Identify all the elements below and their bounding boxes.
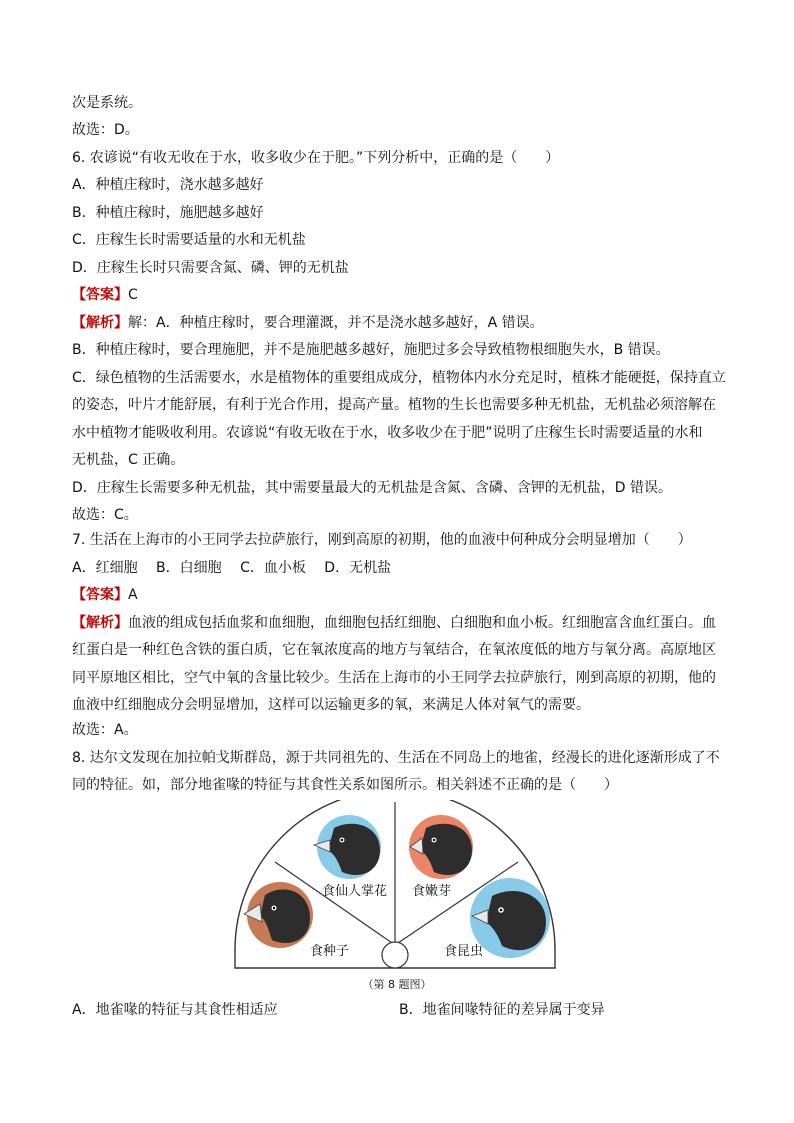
analysis-line xyxy=(72,613,732,633)
option-b: B．地雀间喙特征的差异属于变异 xyxy=(399,1002,605,1018)
text-line: 次是系统。 xyxy=(72,95,142,111)
answer-tag: 【答案】 xyxy=(72,287,128,303)
answer-value: C xyxy=(128,287,138,303)
answer-line xyxy=(72,585,732,605)
analysis-tag: 【解析】 xyxy=(72,615,128,631)
option-a: A．地雀喙的特征与其食性相适应 xyxy=(72,1002,278,1018)
label-bud: 食嫩芽 xyxy=(412,884,452,899)
analysis-text: 解：A．种植庄稼时，要合理灌溉，并不是浇水越多越好，A 错误。 xyxy=(128,315,544,331)
analysis-text: 血液的组成包括血浆和血细胞，血细胞包括红细胞、白细胞和血小板。红细胞富含血红蛋白。血 xyxy=(128,615,716,631)
text-line: 故选：A。 xyxy=(72,722,138,738)
text-line: 故选：C。 xyxy=(72,507,138,523)
text-line: 故选：D。 xyxy=(72,122,139,138)
question-7: 7. 生活在上海市的小王同学去拉萨旅行，刚到高原的初期，他的血液中何种成分会明显增加（ ） xyxy=(72,532,692,548)
text-line: C．绿色植物的生活需要水，水是植物体的重要组成成分，植物体内水分充足时，植株才能硬挺，保持直立 xyxy=(72,370,726,386)
text-line: 水中植物才能吸收利用。农谚说“有收无收在于水，收多收少在于肥”说明了庄稼生长时需要适量的水和 xyxy=(72,425,703,441)
answer-tag: 【答案】 xyxy=(72,587,128,603)
question-7-options: A．红细胞 B．白细胞 C．血小板 D．无机盐 xyxy=(72,560,392,576)
text-line: 同的特征。如，部分地雀喙的特征与其食性关系如图所示。相关斜述不正确的是（ ） xyxy=(72,777,618,793)
center-circle xyxy=(382,942,408,968)
label-cactus: 食仙人掌花 xyxy=(322,884,388,899)
analysis-tag: 【解析】 xyxy=(72,315,128,331)
option-d: D．庄稼生长时只需要含氮、磷、钾的无机盐 xyxy=(72,260,349,276)
text-line: 无机盐，C 正确。 xyxy=(72,452,185,468)
text-line: 同平原地区相比，空气中氧的含量比较少。生活在上海市的小王同学去拉萨旅行，刚到高原的初期，他的 xyxy=(72,670,716,686)
figure-caption: （第 8 题图） xyxy=(362,978,432,991)
label-insect: 食昆虫 xyxy=(444,944,484,959)
question-6: 6. 农谚说“有收无收在于水，收多收少在于肥。”下列分析中，正确的是（ ） xyxy=(72,150,560,166)
finch-beak-figure xyxy=(230,800,560,975)
answer-line xyxy=(72,285,732,305)
text-line: D．庄稼生长需要多种无机盐，其中需要量最大的无机盐是含氮、含磷、含钾的无机盐，D 错误。 xyxy=(72,480,673,496)
bud-finch-icon xyxy=(409,815,473,879)
text-line: 血液中红细胞成分会明显增加，这样可以运输更多的氧，来满足人体对氧气的需要。 xyxy=(72,697,590,713)
analysis-line xyxy=(72,313,732,333)
text-line: 红蛋白是一种红色含铁的蛋白质，它在氧浓度高的地方与氧结合，在氧浓度低的地方与氧分离。高原地区 xyxy=(72,642,716,658)
answer-value: A xyxy=(128,587,138,603)
text-line: 的姿态，叶片才能舒展，有利于光合作用，提高产量。植物的生长也需要多种无机盐，无机盐必须溶解在 xyxy=(72,397,716,413)
question-8: 8. 达尔文发现在加拉帕戈斯群岛，源于共同祖先的、生活在不同岛上的地雀，经漫长的进化逐渐形成了不 xyxy=(72,750,720,766)
option-b: B．种植庄稼时，施肥越多越好 xyxy=(72,205,264,221)
text-line: B．种植庄稼时，要合理施肥，并不是施肥越多越好，施肥过多会导致植物根细胞失水，B 错误。 xyxy=(72,342,670,358)
option-c: C．庄稼生长时需要适量的水和无机盐 xyxy=(72,232,306,248)
label-seed: 食种子 xyxy=(310,944,350,959)
option-a: A．种植庄稼时，浇水越多越好 xyxy=(72,177,264,193)
